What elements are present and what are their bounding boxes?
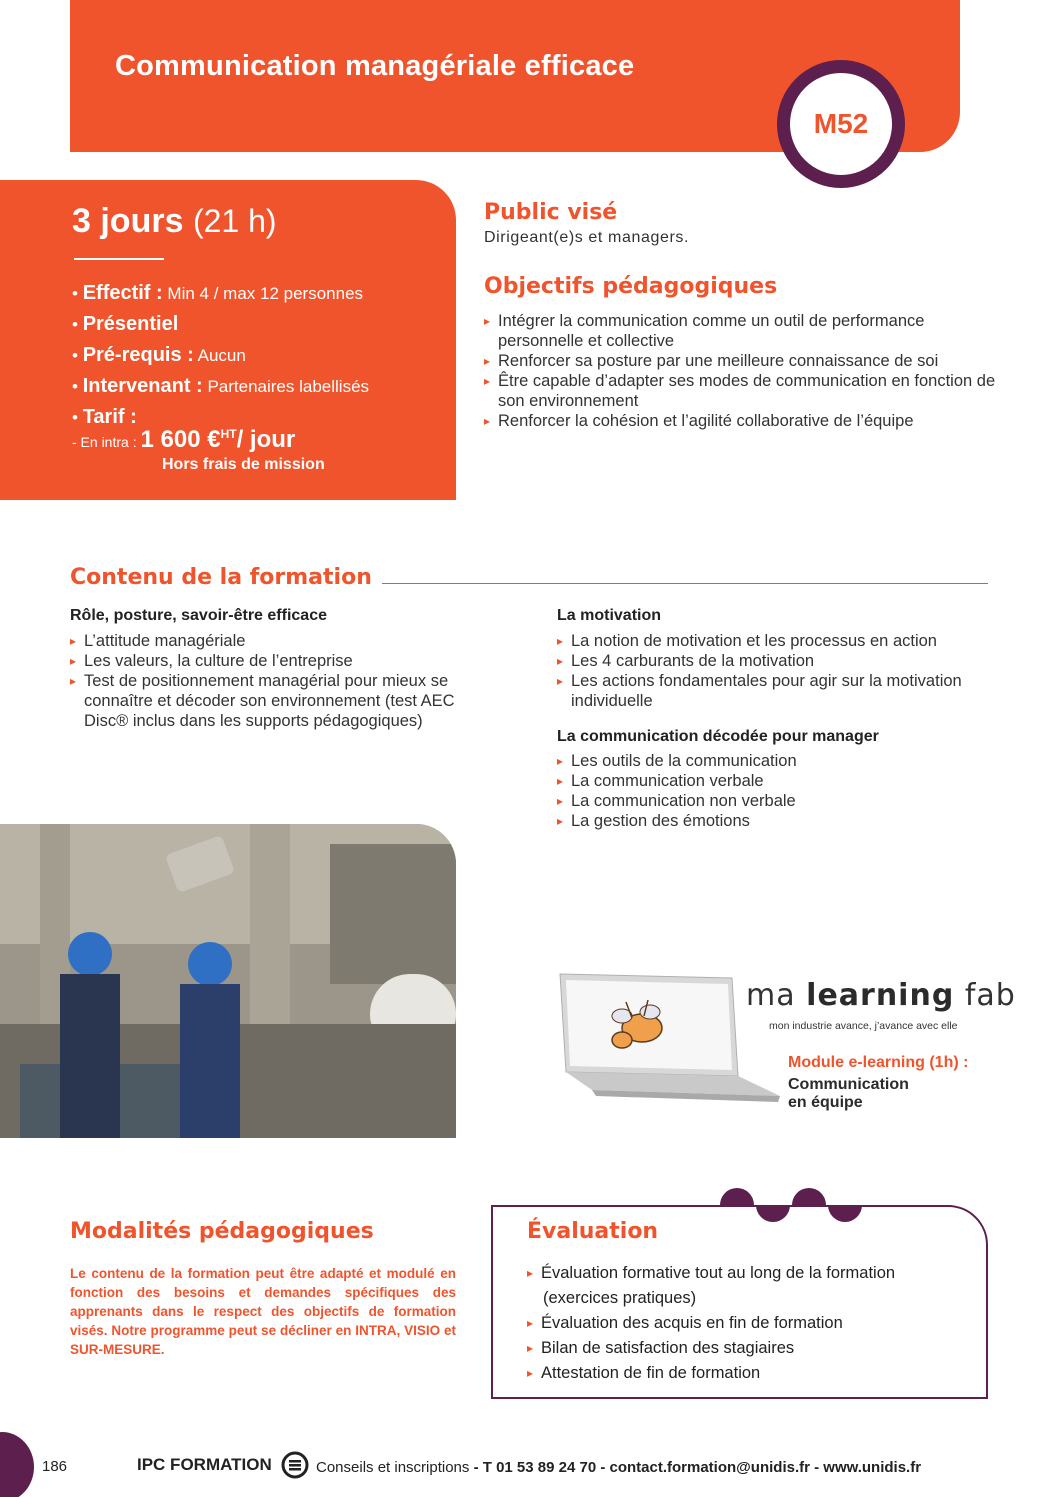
duration [72, 202, 277, 241]
info-item-tarif: • Tarif : [72, 406, 137, 428]
learning-fab-tagline: mon industrie avance, j’avance avec elle [769, 1020, 958, 1032]
info-panel [0, 180, 456, 500]
list-item: ▸ Évaluation formative tout au long de la formation [527, 1261, 967, 1286]
info-item-presentiel: • Présentiel [72, 313, 179, 335]
info-item-intervenant: • Intervenant : Partenaires labellisés [72, 375, 370, 397]
list-item: ▸ Bilan de satisfaction des stagiaires [527, 1336, 967, 1361]
info-item-effectif: • Effectif : Min 4 / max 12 personnes [72, 282, 364, 304]
list-item: ▸ Attestation de fin de formation [527, 1361, 967, 1386]
price: 1 600 €$^{HT}$/ jour [140, 426, 296, 453]
module-code: M52 [813, 108, 869, 139]
duration-days: 3 jours [72, 202, 184, 240]
list-item: ▸ La communication non verbale [557, 791, 987, 811]
modalites-title: Modalités pédagogiques [70, 1219, 374, 1244]
evaluation-title: Évaluation [527, 1219, 659, 1244]
role-list [70, 631, 500, 731]
factory-photo [0, 824, 456, 1138]
motivation-list [557, 631, 987, 711]
objectifs-list [484, 311, 1004, 431]
module-badge [777, 60, 905, 188]
footer-tab [0, 1432, 34, 1497]
info-list [72, 278, 369, 433]
info-item-prerequis: • Pré-requis : Aucun [72, 344, 246, 366]
duration-hours: (21 h) [192, 203, 277, 239]
list-item: ▸ Test de positionnement managérial pour mieux se connaître et décoder son environnement (test AEC Disc® inclus dans les supports pédagogiques) [70, 671, 500, 731]
public-title: Public visé [484, 200, 618, 225]
communication-heading: La communication décodée pour manager [557, 728, 879, 745]
intra-label: - En intra : [72, 434, 137, 450]
list-item: ▸ Intégrer la communication comme un outil de performance personnelle et collective [484, 311, 1004, 351]
list-item-continuation: (exercices pratiques) [543, 1289, 697, 1307]
list-item: ▸ La communication verbale [557, 771, 987, 791]
communication-list [557, 751, 987, 831]
evaluation-list [527, 1261, 967, 1386]
contact-details: - T 01 53 89 24 70 - contact.formation@unidis.fr - www.unidis.fr [469, 1459, 922, 1476]
list-item: ▸ Renforcer sa posture par une meilleure connaissance de soi [484, 351, 1004, 371]
list-item: ▸ Les actions fondamentales pour agir sur la motivation individuelle [557, 671, 987, 711]
divider [74, 258, 164, 260]
list-item: ▸ Évaluation des acquis en fin de formation [527, 1311, 967, 1336]
section-divider [380, 583, 988, 584]
role-heading: Rôle, posture, savoir-être efficace [70, 607, 327, 624]
factory-photo-illustration [0, 824, 456, 1138]
objectifs-title: Objectifs pédagogiques [484, 274, 778, 299]
elearning-text: Communication en équipe [788, 1076, 909, 1111]
list-item: ▸ Les outils de la communication [557, 751, 987, 771]
price-note: Hors frais de mission [162, 456, 325, 473]
list-item: ▸ Les valeurs, la culture de l’entreprise [70, 651, 500, 671]
price-line [72, 426, 295, 454]
contact-prefix: Conseils et inscriptions [316, 1459, 470, 1476]
elearning-title: Module e-learning (1h) : [788, 1054, 969, 1071]
contenu-title: Contenu de la formation [70, 565, 382, 590]
contact-icon [280, 1450, 310, 1480]
list-item: ▸ Être capable d’adapter ses modes de communication en fonction de son environnement [484, 371, 1004, 411]
modalites-text: Le contenu de la formation peut être adapté et modulé en fonction des besoins et demandes spécifiques des apprenants dans le respect des objectifs de formation visés. Notre programme peut se décliner en INTRA, VISIO et SUR-MESURE. [70, 1266, 456, 1357]
footer-brand: IPC FORMATION [137, 1455, 272, 1474]
list-item: ▸ La notion de motivation et les processus en action [557, 631, 987, 651]
list-item: ▸ La gestion des émotions [557, 811, 987, 831]
motivation-heading: La motivation [557, 607, 662, 624]
list-item: ▸ L’attitude managériale [70, 631, 500, 651]
decorative-dots [718, 1186, 878, 1224]
page-title: Communication managériale efficace [115, 50, 635, 82]
list-item: ▸ Renforcer la cohésion et l’agilité collaborative de l’équipe [484, 411, 1004, 431]
learning-fab-logo: ma learning fab [746, 978, 1016, 1013]
page-number: 186 [42, 1458, 68, 1475]
public-text: Dirigeant(e)s et managers. [484, 229, 690, 246]
list-item: ▸ Les 4 carburants de la motivation [557, 651, 987, 671]
footer-contact [316, 1459, 921, 1476]
